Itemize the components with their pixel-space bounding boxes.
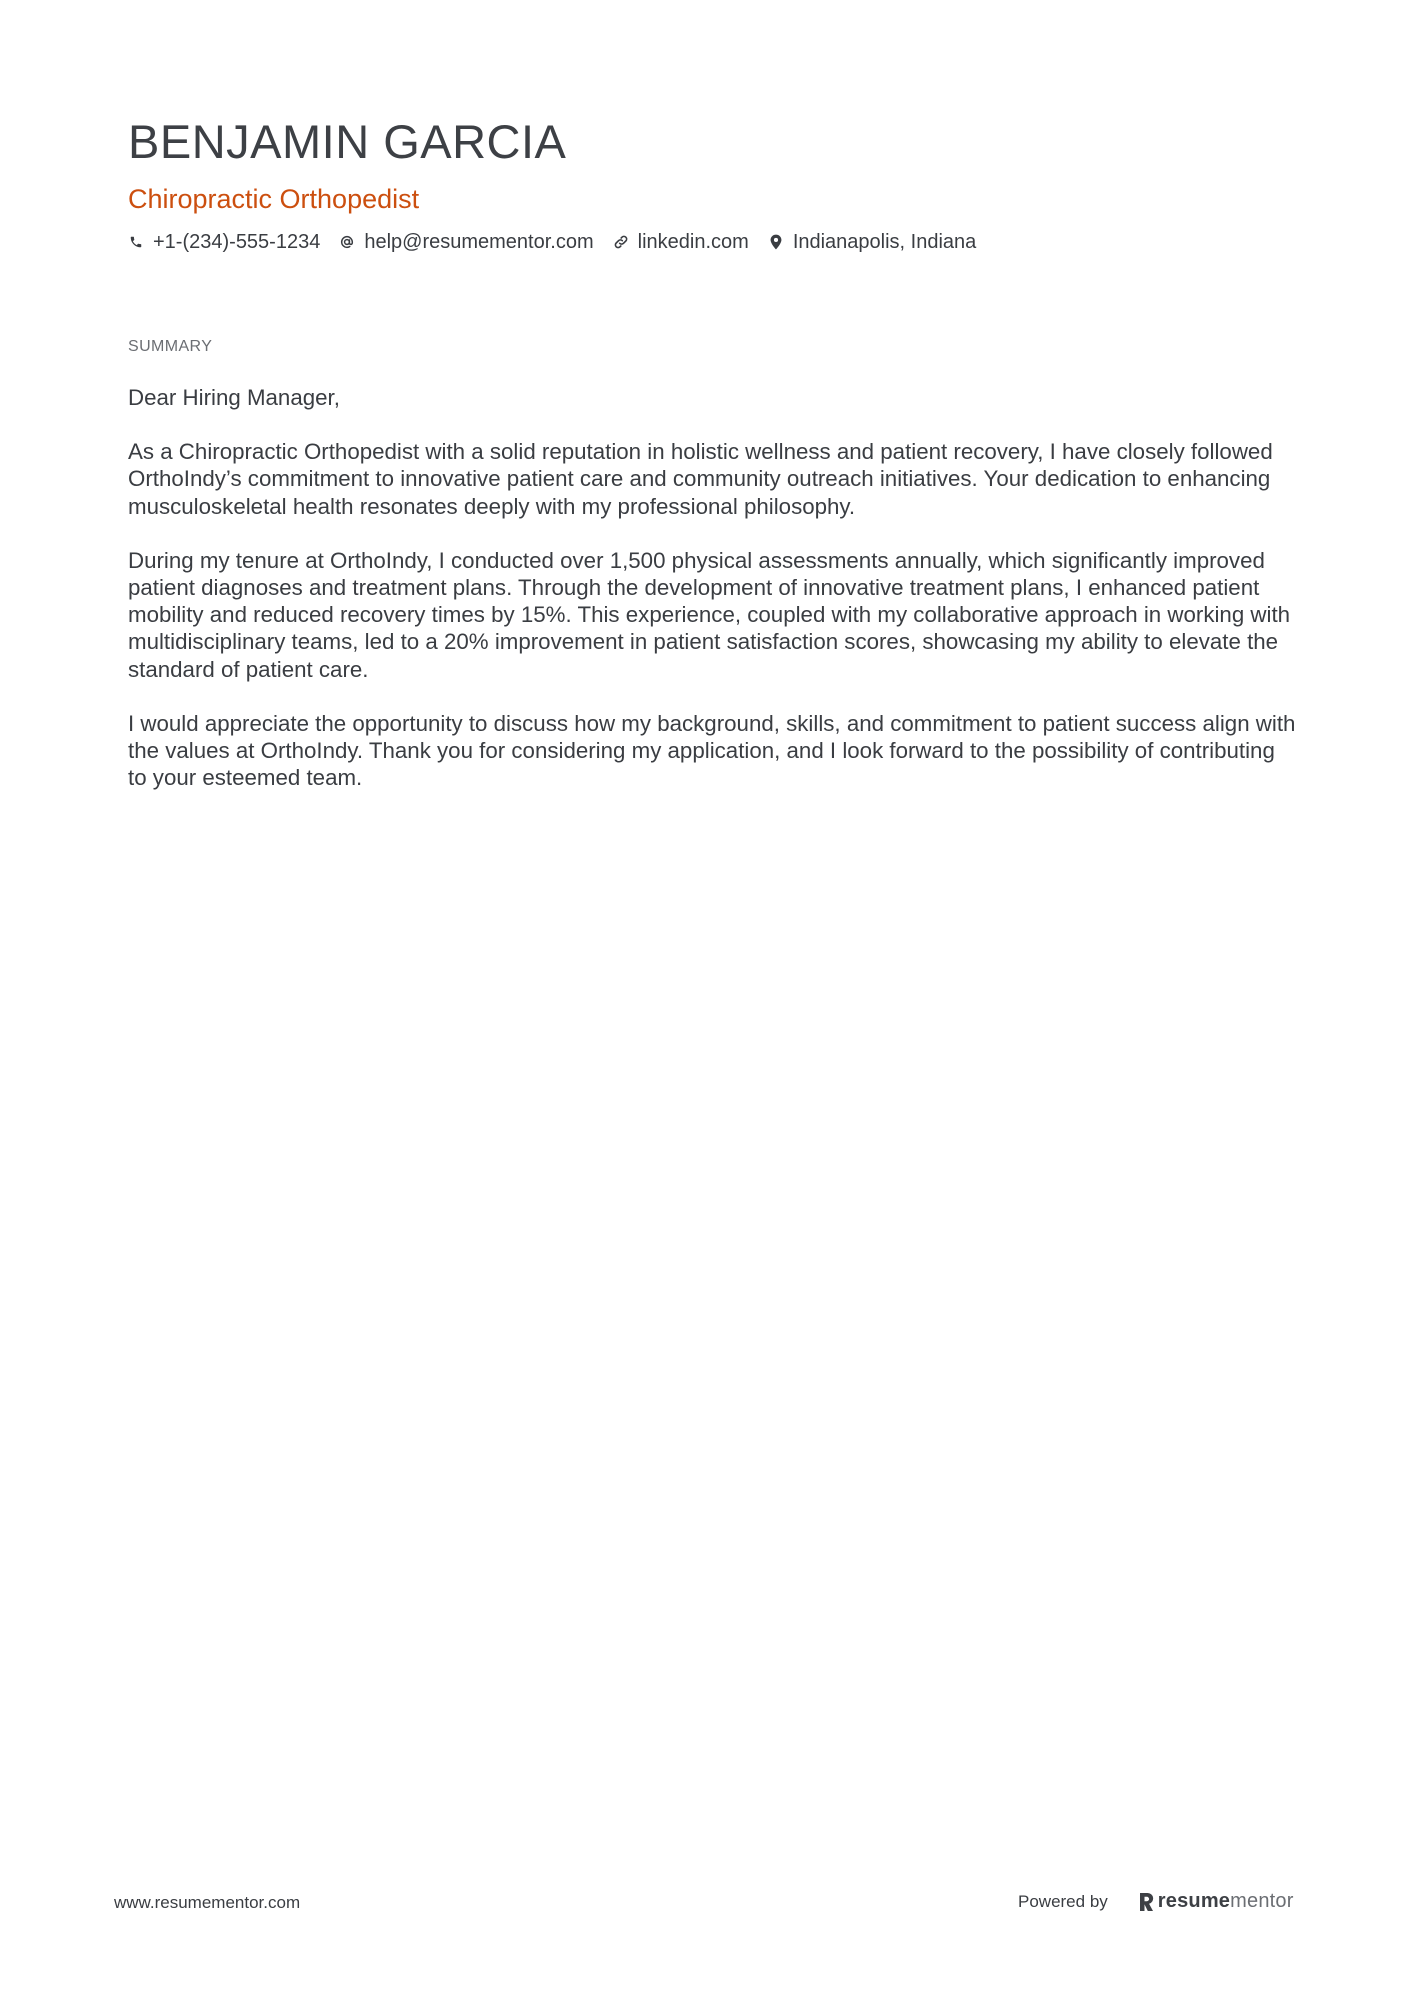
contact-email (339, 228, 593, 256)
location-pin-icon (768, 234, 784, 250)
section-heading-summary: SUMMARY (128, 338, 213, 355)
email-text: help@resumementor.com (364, 231, 594, 253)
letter-body (128, 384, 1298, 818)
contact-bar (128, 228, 1288, 256)
resumementor-logo[interactable] (1138, 1890, 1294, 1913)
brand-light: mentor (1230, 1890, 1294, 1912)
location-text: Indianapolis, Indiana (792, 231, 977, 253)
powered-by-label: Powered by (1018, 1891, 1108, 1911)
linkedin-text: linkedin.com (637, 231, 749, 253)
footer-website[interactable]: www.resumementor.com (114, 1893, 301, 1912)
candidate-name: BENJAMIN GARCIA (128, 115, 567, 168)
at-icon (339, 234, 355, 250)
letter-greeting: Dear Hiring Manager, (128, 385, 340, 410)
letter-paragraph: During my tenure at OrthoIndy, I conducted over 1,500 physical assessments annually, which significantly improved patient diagnoses and treatment plans. Through the development of innovative treatment plans, I enhanced patient mobility and reduced recovery times by 15%. This experience, coupled with my collaborative approach in working with multidisciplinary teams, led to a 20% improvement in patient satisfaction scores, showcasing my ability to elevate the standard of patient care. (128, 547, 1291, 682)
contact-phone (128, 228, 320, 256)
link-icon (613, 234, 629, 250)
job-title: Chiropractic Orthopedist (128, 184, 420, 214)
letter-paragraph: I would appreciate the opportunity to discuss how my background, skills, and commitment to patient success align with the values at OrthoIndy. Thank you for considering my application, and I look forward to the possibility of contributing to your esteemed team. (128, 710, 1296, 791)
resumementor-logo-icon (1138, 1892, 1154, 1912)
contact-linkedin (613, 228, 749, 256)
phone-text: +1-(234)-555-1234 (153, 231, 321, 253)
header (128, 112, 1288, 256)
phone-icon (128, 234, 144, 250)
footer-branding (1018, 1890, 1294, 1913)
brand-bold: resume (1157, 1890, 1231, 1912)
letter-paragraph: As a Chiropractic Orthopedist with a solid reputation in holistic wellness and patient recovery, I have closely followed OrthoIndy’s commitment to innovative patient care and community outreach initiatives. Your dedication to enhancing musculoskeletal health resonates deeply with my professional philosophy. (128, 439, 1273, 519)
contact-location (768, 228, 976, 256)
